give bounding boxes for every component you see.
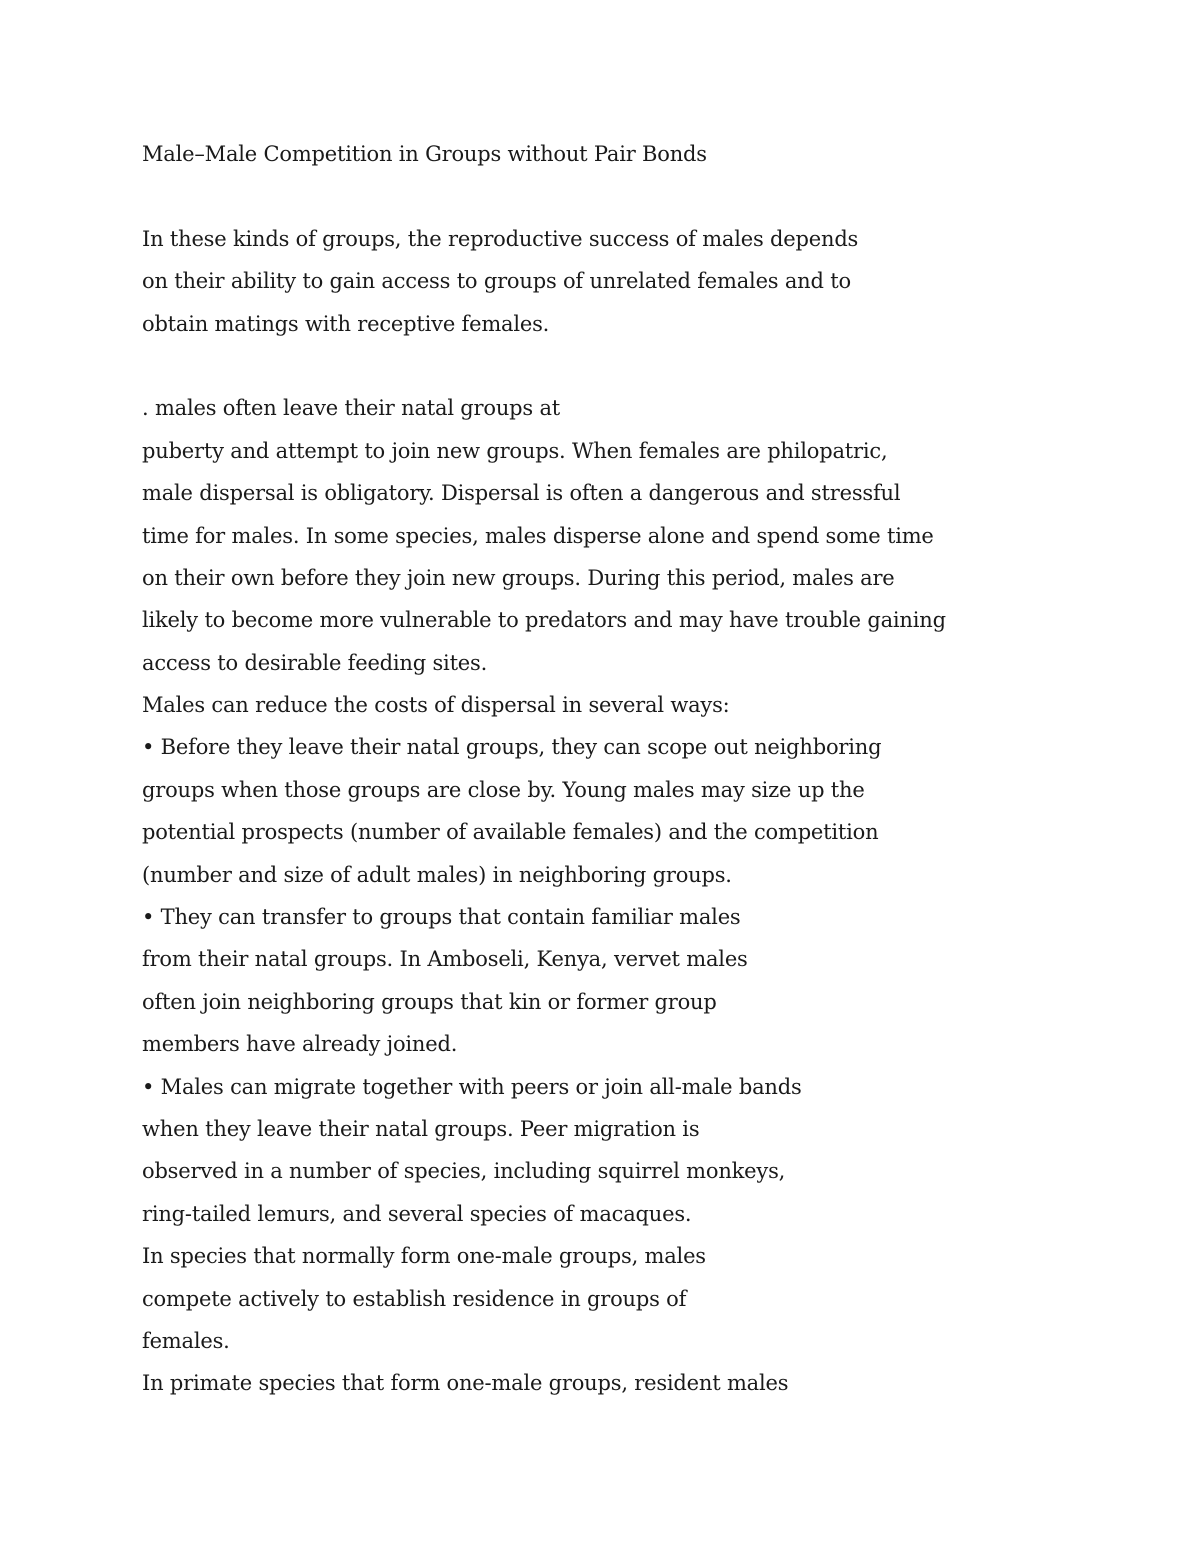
text-line: females. <box>142 1328 230 1353</box>
blank-line <box>142 345 1142 387</box>
text-line: when they leave their natal groups. Peer migration is <box>142 1116 700 1141</box>
text-line: obtain matings with receptive females. <box>142 311 550 336</box>
text-line: members have already joined. <box>142 1032 458 1057</box>
text-line: (number and size of adult males) in neighboring groups. <box>142 862 732 887</box>
text-line: potential prospects (number of available females) and the competition <box>142 820 879 845</box>
text-line: time for males. In some species, males disperse alone and spend some time <box>142 523 934 548</box>
bullet-line: • They can transfer to groups that contain familiar males <box>142 905 741 930</box>
text-line: compete actively to establish residence in groups of <box>142 1286 687 1311</box>
text-line: male dispersal is obligatory. Dispersal is often a dangerous and stressful <box>142 481 901 506</box>
document-body <box>142 133 1142 1405</box>
text-line: observed in a number of species, including squirrel monkeys, <box>142 1159 786 1184</box>
text-line: likely to become more vulnerable to predators and may have trouble gaining <box>142 608 946 633</box>
text-line: from their natal groups. In Amboseli, Kenya, vervet males <box>142 947 748 972</box>
text-line: ring-tailed lemurs, and several species of macaques. <box>142 1201 692 1226</box>
text-line: puberty and attempt to join new groups. When females are philopatric, <box>142 438 888 463</box>
text-line: In primate species that form one-male groups, resident males <box>142 1371 789 1396</box>
document-title: Male–Male Competition in Groups without Pair Bonds <box>142 142 707 166</box>
text-line: In species that normally form one-male groups, males <box>142 1244 706 1269</box>
bullet-line: • Males can migrate together with peers or join all-male bands <box>142 1074 802 1099</box>
text-line: access to desirable feeding sites. <box>142 650 488 675</box>
text-line: In these kinds of groups, the reproductive success of males depends <box>142 226 859 251</box>
text-line: on their own before they join new groups. During this period, males are <box>142 565 895 590</box>
paragraph-2 <box>142 387 1142 1404</box>
text-line: often join neighboring groups that kin or former group <box>142 989 717 1014</box>
text-line: groups when those groups are close by. Young males may size up the <box>142 777 865 802</box>
text-line: on their ability to gain access to groups of unrelated females and to <box>142 269 851 294</box>
text-line: Males can reduce the costs of dispersal in several ways: <box>142 693 730 718</box>
paragraph-1 <box>142 218 1142 345</box>
bullet-line: • Before they leave their natal groups, they can scope out neighboring <box>142 735 882 760</box>
text-line: . males often leave their natal groups at <box>142 396 561 421</box>
blank-line <box>142 175 1142 217</box>
